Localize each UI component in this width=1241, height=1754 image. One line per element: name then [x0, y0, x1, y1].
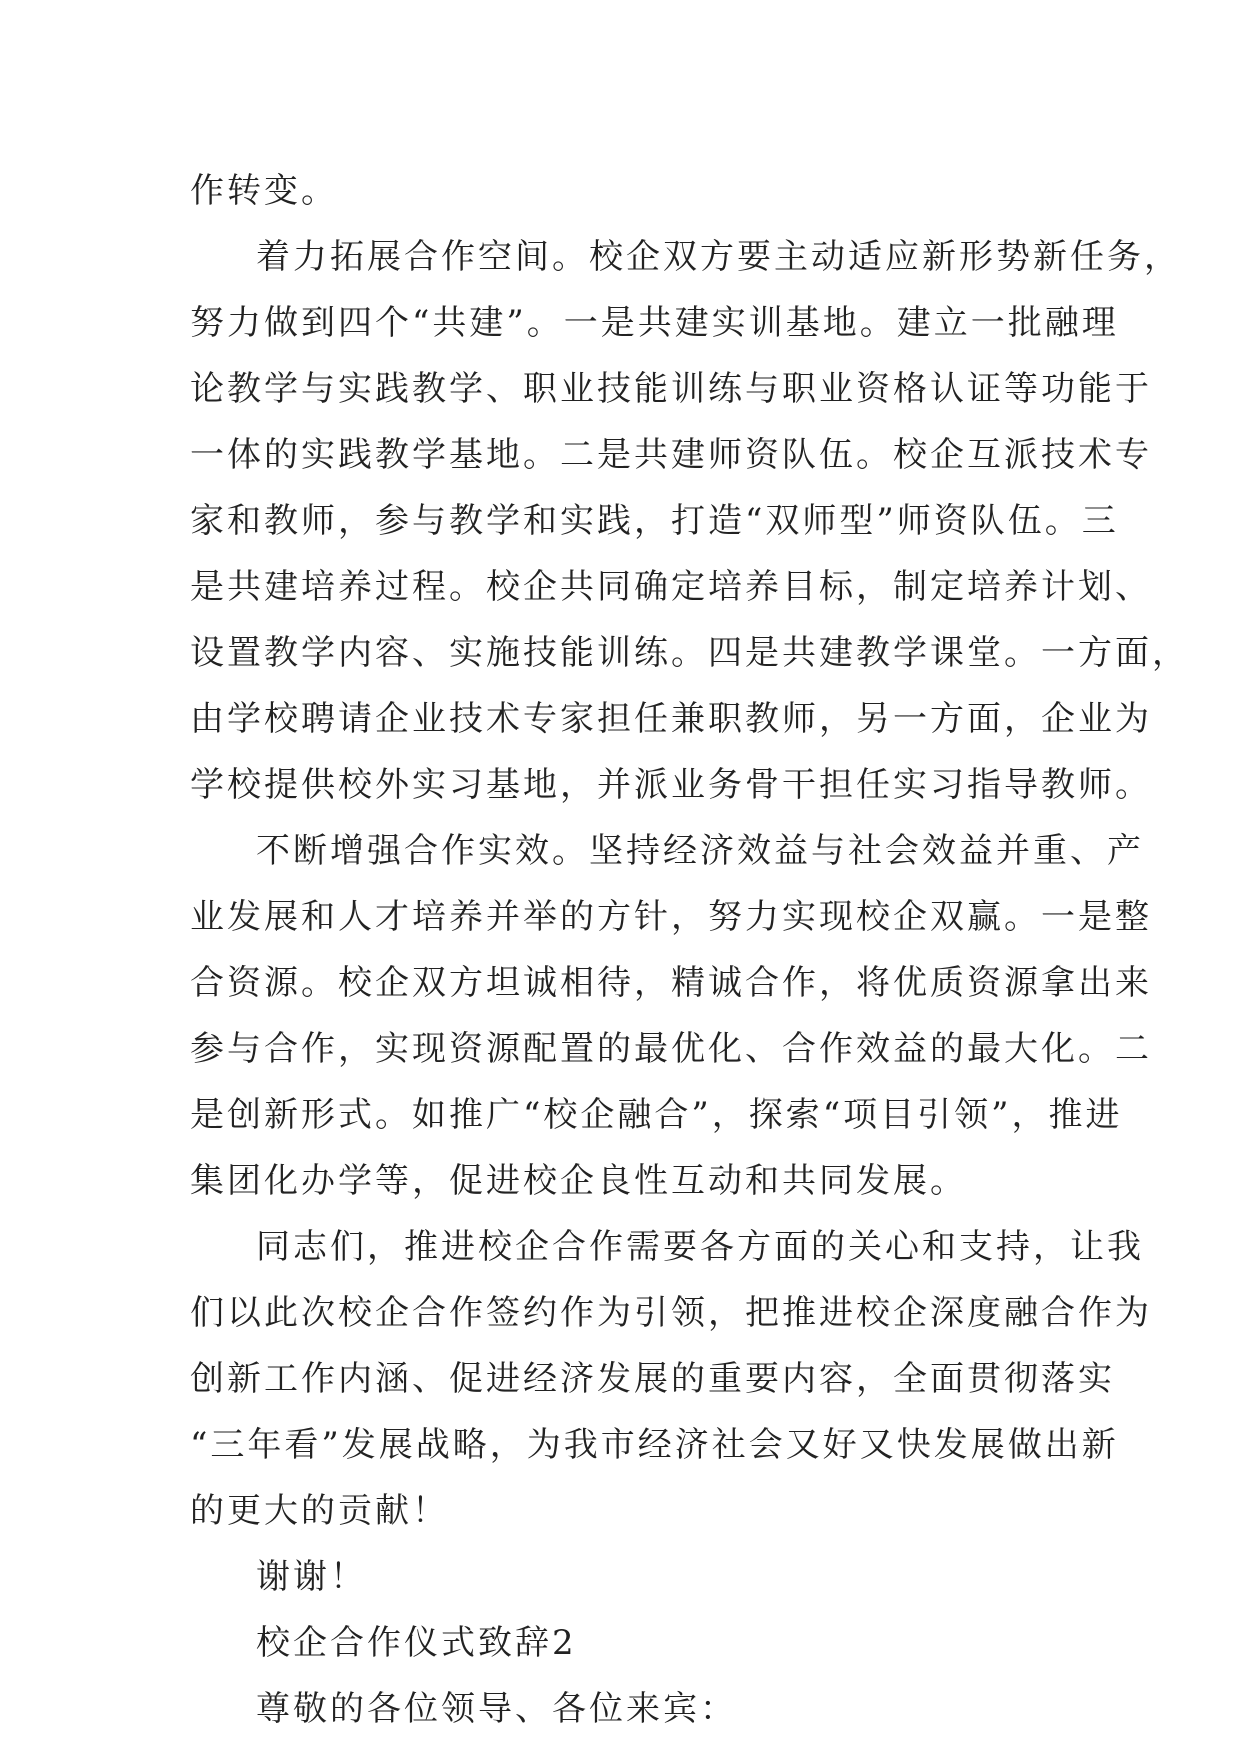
text-line: 们以此次校企合作签约作为引领，把推进校企深度融合作为: [190, 1293, 1152, 1333]
text-line: 集团化办学等，促进校企良性互动和共同发展。: [190, 1161, 967, 1201]
text-line: 合资源。校企双方坦诚相待，精诚合作，将优质资源拿出来: [190, 963, 1152, 1003]
text-line: 论教学与实践教学、职业技能训练与职业资格认证等功能于: [190, 369, 1152, 409]
text-line: 由学校聘请企业技术专家担任兼职教师，另一方面，企业为: [190, 699, 1152, 739]
text-line: 家和教师，参与教学和实践，打造“双师型”师资队伍。三: [190, 501, 1119, 541]
text-line: 一体的实践教学基地。二是共建师资队伍。校企互派技术专: [190, 435, 1152, 475]
paragraph-first-line: 同志们，推进校企合作需要各方面的关心和支持，让我: [256, 1227, 1144, 1267]
text-line: 作转变。: [190, 171, 338, 211]
paragraph-first-line: 校企合作仪式致辞2: [256, 1623, 577, 1663]
paragraph-first-line: 着力拓展合作空间。校企双方要主动适应新形势新任务，: [256, 237, 1181, 277]
text-line: 是创新形式。如推广“校企融合”，探索“项目引领”，推进: [190, 1095, 1123, 1135]
text-line: 努力做到四个“共建”。一是共建实训基地。建立一批融理: [190, 303, 1119, 343]
text-line: 设置教学内容、实施技能训练。四是共建教学课堂。一方面，: [190, 633, 1189, 673]
paragraph-first-line: 不断增强合作实效。坚持经济效益与社会效益并重、产: [256, 831, 1144, 871]
text-line: “三年看”发展战略，为我市经济社会又好又快发展做出新: [190, 1425, 1119, 1465]
text-line: 是共建培养过程。校企共同确定培养目标，制定培养计划、: [190, 567, 1152, 607]
paragraph-first-line: 尊敬的各位领导、各位来宾：: [256, 1689, 737, 1729]
text-line: 创新工作内涵、促进经济发展的重要内容，全面贯彻落实: [190, 1359, 1115, 1399]
document-body: [190, 158, 1189, 1742]
text-line: 参与合作，实现资源配置的最优化、合作效益的最大化。二: [190, 1029, 1152, 1069]
text-line: 学校提供校外实习基地，并派业务骨干担任实习指导教师。: [190, 765, 1152, 805]
paragraph-first-line: 谢谢！: [256, 1557, 367, 1597]
text-line: 的更大的贡献！: [190, 1491, 449, 1531]
text-line: 业发展和人才培养并举的方针，努力实现校企双赢。一是整: [190, 897, 1152, 937]
